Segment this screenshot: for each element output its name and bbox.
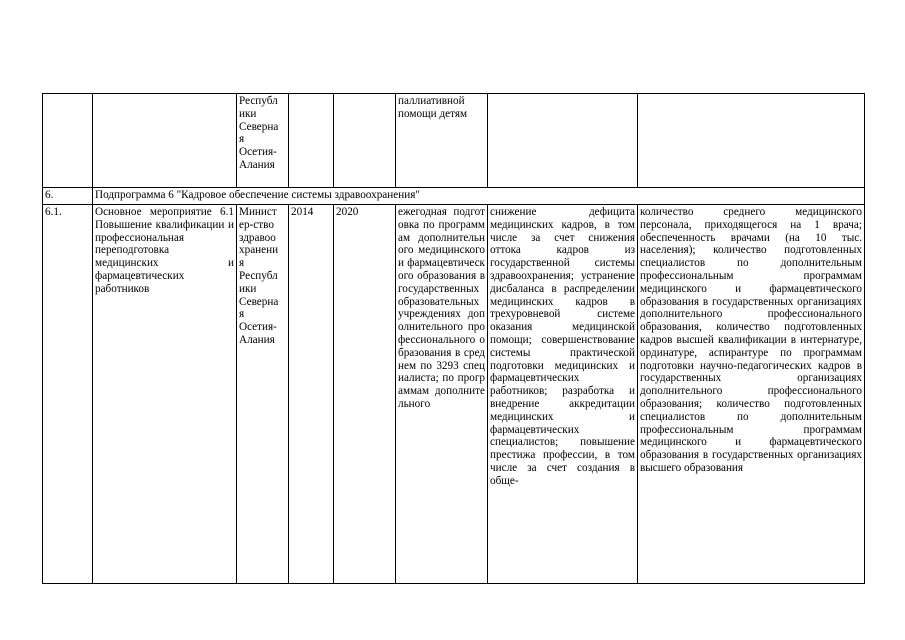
cell-end [334, 94, 396, 188]
section-row [43, 188, 865, 205]
item-start-year: 2014 [289, 205, 334, 584]
section-num: 6. [43, 188, 93, 205]
cell-start [289, 94, 334, 188]
item-name: Основное мероприятие 6.1 Повышение квалификации и профессиональная переподготовка медицинских и фармацевтических работников [93, 205, 237, 584]
item-num: 6.1. [43, 205, 93, 584]
program-table [42, 93, 865, 584]
item-indicators: количество среднего медицинского персонала, приходящегося на 1 врача; обеспеченность врачами (на 10 тыс. населения); количество подготовленных специалистов по дополнительным профессиональным программам медицинского и фармацевтического образования в государственных организациях дополнительного профессионального образования, количество подготовленных кадров высшей квалификации в интернатуре, ординатуре, аспирантуре по программам подготовки научно-педагогических кадров в государственных организациях дополнительного профессионального образования; количество подготовленных специалистов по дополнительным профессиональным программам медицинского и фармацевтического образования в государственных организациях высшего образования [638, 205, 865, 584]
cell-num [43, 94, 93, 188]
item-problems: снижение дефицита медицинских кадров, в том числе за счет снижения оттока кадров из государственной системы здравоохранения; устранение дисбаланса в распределении медицинских кадров в трехуровневой системе оказания медицинской помощи; совершенствование системы практической подготовки медицинских и фармацевтических работников; разработка и внедрение аккредитации медицинских и фармацевтических специалистов; повышение престижа профессии, в том числе за счет создания в обще- [488, 205, 638, 584]
cell-executor: Республ ики Северна я Осетия- Алания [237, 94, 289, 188]
cell-problems [488, 94, 638, 188]
table-row [43, 94, 865, 188]
cell-result: паллиативной помощи детям [396, 94, 488, 188]
cell-indicators [638, 94, 865, 188]
item-executor: Минист ер-ство здравоо хранени я Республ ики Северна я Осетия- Алания [237, 205, 289, 584]
table-row [43, 205, 865, 584]
item-result: ежегодная подготовка по программам дополнительного медицинского и фармацевтического образования в государственных образовательных учреждениях дополнительного профессионального образования в среднем по 3293 специалиста; по программам дополнительного [396, 205, 488, 584]
cell-name [93, 94, 237, 188]
section-title: Подпрограмма 6 "Кадровое обеспечение системы здравоохранения" [93, 188, 865, 205]
item-end-year: 2020 [334, 205, 396, 584]
